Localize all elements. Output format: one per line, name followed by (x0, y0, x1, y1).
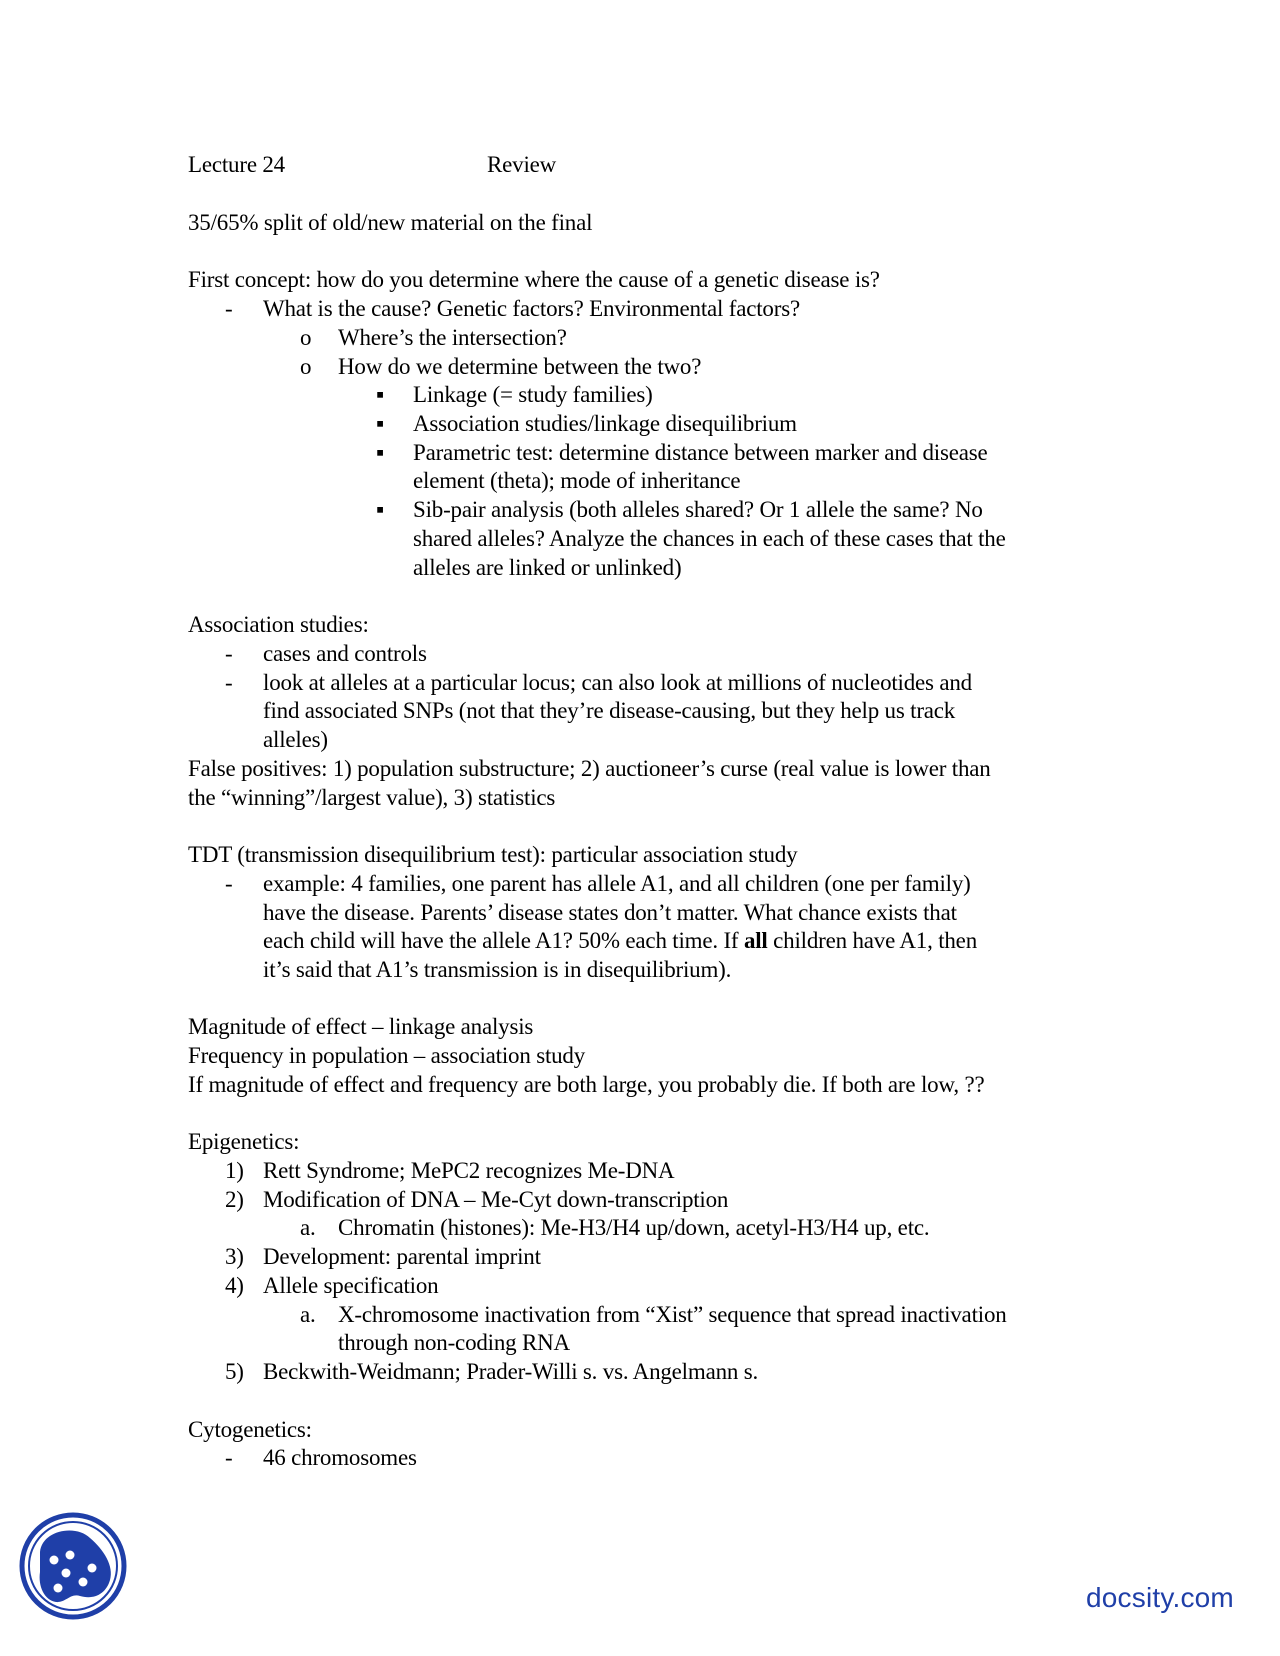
list-item: Modification of DNA – Me-Cyt down-transcription (263, 1187, 729, 1212)
section-cytogenetics-heading: Cytogenetics: (188, 1417, 312, 1442)
list-item: Allele specification (263, 1273, 439, 1298)
intro-line: 35/65% split of old/new material on the final (188, 210, 593, 235)
section-association-heading: Association studies: (188, 612, 369, 637)
list-item-continuation: alleles are linked or unlinked) (413, 555, 682, 580)
list-item-continuation: have the disease. Parents’ disease states don’t matter. What chance exists that (263, 900, 957, 925)
list-item: How do we determine between the two? (338, 354, 702, 379)
list-item: Where’s the intersection? (338, 325, 567, 350)
list-item: X-chromosome inactivation from “Xist” sequence that spread inactivation (338, 1302, 1007, 1327)
dash-bullet: - (225, 871, 233, 896)
dash-bullet: - (225, 296, 233, 321)
list-item-continuation (263, 927, 977, 955)
square-bullet: ▪ (376, 497, 384, 522)
text-line: If magnitude of effect and frequency are both large, you probably die. If both are low, ?? (188, 1072, 985, 1097)
false-positives-line: False positives: 1) population substructure; 2) auctioneer’s curse (real value is lower than (188, 756, 991, 781)
list-letter: a. (300, 1302, 316, 1327)
square-bullet: ▪ (376, 411, 384, 436)
list-item: Rett Syndrome; MePC2 recognizes Me-DNA (263, 1158, 675, 1183)
list-item: Development: parental imprint (263, 1244, 541, 1269)
list-item-continuation: alleles) (263, 727, 328, 752)
text-line: Magnitude of effect – linkage analysis (188, 1014, 534, 1039)
list-item: look at alleles at a particular locus; can also look at millions of nucleotides and (263, 670, 972, 695)
list-number: 3) (225, 1244, 244, 1269)
lecture-topic: Review (487, 152, 557, 177)
section-tdt-heading: TDT (transmission disequilibrium test): particular association study (188, 842, 798, 867)
square-bullet: ▪ (376, 440, 384, 465)
list-number: 4) (225, 1273, 244, 1298)
list-item: Sib-pair analysis (both alleles shared? Or 1 allele the same? No (413, 497, 983, 522)
list-item: cases and controls (263, 641, 427, 666)
dash-bullet: - (225, 670, 233, 695)
list-item-continuation: it’s said that A1’s transmission is in disequilibrium). (263, 957, 732, 982)
list-item-continuation: shared alleles? Analyze the chances in each of these cases that the (413, 526, 1006, 551)
list-item: What is the cause? Genetic factors? Environmental factors? (263, 296, 800, 321)
list-item: Parametric test: determine distance between marker and disease (413, 440, 988, 465)
list-item: Association studies/linkage disequilibrium (413, 411, 797, 436)
dash-bullet: - (225, 1445, 233, 1470)
text-run: children have A1, then (767, 928, 977, 953)
list-letter: a. (300, 1215, 316, 1240)
docsity-logo-icon[interactable] (18, 1508, 128, 1624)
list-item: example: 4 families, one parent has allele A1, and all children (one per family) (263, 871, 971, 896)
list-item: Chromatin (histones): Me-H3/H4 up/down, acetyl-H3/H4 up, etc. (338, 1215, 930, 1240)
list-number: 2) (225, 1187, 244, 1212)
list-number: 1) (225, 1158, 244, 1183)
list-item-continuation: find associated SNPs (not that they’re disease-causing, but they help us track (263, 698, 956, 723)
section-first-concept-heading: First concept: how do you determine where the cause of a genetic disease is? (188, 267, 880, 292)
list-item: 46 chromosomes (263, 1445, 417, 1470)
false-positives-line: the “winning”/largest value), 3) statistics (188, 785, 556, 810)
text-run: each child will have the allele A1? 50% each time. If (263, 928, 744, 953)
list-item: Linkage (= study families) (413, 382, 653, 407)
list-item: Beckwith-Weidmann; Prader-Willi s. vs. Angelmann s. (263, 1359, 759, 1384)
square-bullet: ▪ (376, 382, 384, 407)
section-epigenetics-heading: Epigenetics: (188, 1129, 300, 1154)
circle-bullet: o (300, 325, 312, 350)
list-number: 5) (225, 1359, 244, 1384)
text-line: Frequency in population – association study (188, 1043, 586, 1068)
lecture-number: Lecture 24 (188, 152, 285, 177)
list-item-continuation: through non-coding RNA (338, 1330, 570, 1355)
emphasis-all: all (743, 928, 768, 953)
docsity-brand-link[interactable]: docsity.com (1086, 1582, 1234, 1613)
circle-bullet: o (300, 354, 312, 379)
list-item-continuation: element (theta); mode of inheritance (413, 468, 741, 493)
dash-bullet: - (225, 641, 233, 666)
